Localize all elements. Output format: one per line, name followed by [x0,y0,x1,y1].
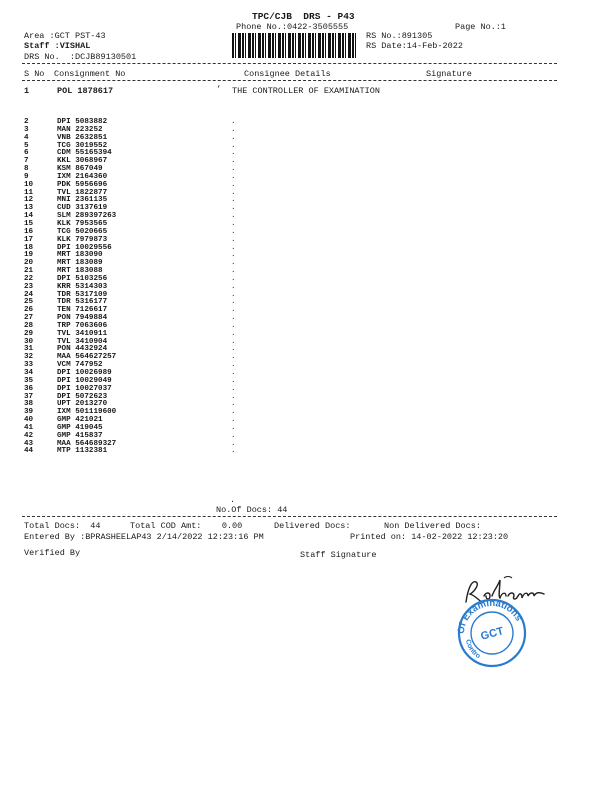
row-sno: 33 [24,361,34,370]
row-consignment-no: MTP 1132381 [57,447,108,456]
row-consignee-dot: . [231,165,236,174]
staff-signature-label: Staff Signature [300,550,377,560]
rs-number: RS No.:891305 [366,31,433,41]
row-sno: 5 [24,141,29,150]
row-consignment-no: TCG 5020665 [57,227,108,236]
stamp-text-bottom: Contro [463,638,482,661]
entered-by: Entered By :BPRASHEELAP43 2/14/2022 12:23:16 PM [24,532,264,542]
row-sno: 31 [24,345,34,354]
row-consignee-dot: . [231,439,236,448]
row-consignment-no: IXM 2164360 [57,172,108,181]
row-consignee-dot: . [231,392,236,401]
delivered-docs: Delivered Docs: [274,521,351,531]
row-sno: 38 [24,400,34,409]
row-consignee-dot: . [231,196,236,205]
phone-number: Phone No.:0422-3505555 [236,22,349,32]
row-consignment-no: MAN 223252 [57,125,103,134]
row-consignee-dot: . [231,157,236,166]
gct-stamp [452,596,532,670]
row-consignment-no: DPI 5072623 [57,392,108,401]
row-consignee-dot: . [231,314,236,323]
row-consignment-no: GMP 419045 [57,423,103,432]
col-header-consignment: Consignment No [54,69,126,79]
row-sno: 14 [24,212,34,221]
row-sno: 3 [24,125,29,134]
staff-label: Staff :VISHAL [24,41,91,51]
row-sno: 23 [24,282,34,291]
row-sno: 39 [24,408,34,417]
row-sno: 17 [24,235,34,244]
row-consignment-no: KLK 7953565 [57,219,108,228]
row-sno: 28 [24,321,34,330]
row-sno: 2 [24,118,29,126]
row-consignment-no: DPI 10026989 [57,369,112,377]
row-sno: 10 [24,180,34,189]
row-consignee-dot: . [231,282,236,291]
row-consignment-no: DPI 10029556 [57,243,112,252]
row-consignment-no: KSM 867049 [57,165,103,174]
row-consignment-no: DPI 5103256 [57,274,108,283]
rs-date: RS Date:14-Feb-2022 [366,41,463,51]
row-consignment-no: MNI 2361135 [57,196,108,205]
total-cod-amount: Total COD Amt: 0.00 [130,521,243,531]
row-sno: 4 [24,133,29,142]
row-consignee-dot: . [231,384,236,393]
row-consignment-no: VNB 2632851 [57,133,108,142]
row-consignee-dot: . [231,274,236,283]
row-consignee-dot: . [231,251,236,260]
row-sno: 34 [24,369,34,377]
row-consignee-dot: . [231,361,236,370]
row-consignee-dot: . [231,447,236,456]
row-sno: 20 [24,259,34,268]
stamp-text-top: Of Examinations [455,597,525,635]
printed-on: Printed on: 14-02-2022 12:23:20 [350,532,509,542]
row-sno: 15 [24,219,34,228]
row-sno: 25 [24,298,34,307]
row-consignment-no: DPI 10027037 [57,384,112,393]
row-consignment-no: DPI 5083882 [57,118,108,126]
row-sno: 9 [24,172,29,181]
row-consignee-dot: . [231,188,236,197]
total-docs: Total Docs: 44 [24,521,101,531]
row-consignment-no: MAA 564689327 [57,439,117,448]
row-consignee-dot: . [231,267,236,276]
row-consignee-dot: . [231,431,236,440]
row-consignment-no: CDM 55165394 [57,149,112,158]
row-consignee-dot: . [231,219,236,228]
row-sno: 41 [24,423,34,432]
row-sno: 16 [24,227,34,236]
row-consignment-no: UPT 2013270 [57,400,108,409]
row-consignment-no: SLM 289397263 [57,212,117,221]
row-consignment-no: PON 4432924 [57,345,108,354]
row-consignment-no: MRT 183090 [57,251,103,260]
row-consignment-no: TDR 5317109 [57,290,108,299]
row-sno: 12 [24,196,34,205]
row-sno: 42 [24,431,34,440]
row-sno: 32 [24,353,34,362]
row-consignee-dot: . [231,353,236,362]
tick-mark: ‘ [216,84,222,94]
row-consignment-no: KRR 5314303 [57,282,108,291]
no-of-docs: No.Of Docs: 44 [216,505,288,515]
row-consignee-dot: . [231,329,236,338]
row-sno: 6 [24,149,29,158]
row-consignment-no: GMP 421021 [57,416,103,425]
row-consignee-dot: . [231,180,236,189]
row-consignment-no: MRT 183089 [57,259,103,268]
row-sno: 19 [24,251,34,260]
row-sno: 11 [24,188,34,197]
row-sno: 18 [24,243,34,252]
row-consignee-dot: . [231,259,236,268]
row-consignee-dot: . [231,118,236,126]
row-consignment-no: TVL 1822877 [57,188,108,197]
row-consignment-no: TEN 7126617 [57,306,108,315]
row-consignee-dot: . [231,400,236,409]
row-sno: 30 [24,337,34,346]
row-consignee-dot: . [231,141,236,150]
row-sno: 7 [24,157,29,166]
page-number: Page No.:1 [455,22,507,32]
row-sno: 29 [24,329,34,338]
row-consignment-no: GMP 415837 [57,431,103,440]
row-consignee-dot: . [231,423,236,432]
row-consignment-no: KKL 3068967 [57,157,108,166]
list-end-dot: . [230,495,236,505]
row-consignment-no: KLK 7979873 [57,235,108,244]
barcode-image [232,33,358,58]
row-consignee-dot: . [231,227,236,236]
drs-number: DRS No. :DCJB89130501 [24,52,137,62]
row-consignee-dot: . [231,376,236,385]
row-consignment-no: TVL 3410911 [57,329,108,338]
row-consignee-dot: . [231,408,236,417]
non-delivered-docs: Non Delivered Docs: [384,521,481,531]
footer-divider [22,516,557,517]
row-consignee-dot: . [231,321,236,330]
col-header-consignee: Consignee Details [244,69,331,79]
stamp-center-text: GCT [479,625,506,643]
row-sno: 8 [24,165,29,174]
col-header-sno: S No [24,69,45,79]
row-consignee-dot: . [231,243,236,252]
row-sno: 35 [24,376,34,385]
area-label: Area :GCT PST-43 [24,31,106,41]
row-consignee-dot: . [231,125,236,134]
row-consignee-dot: . [231,306,236,315]
row-sno: 22 [24,274,34,283]
row-consignment-no: POL 1878617 [57,86,114,96]
document-title: TPC/CJB DRS - P43 [252,11,355,22]
row-consignment-no: TCG 3019552 [57,141,108,150]
row-sno: 44 [24,447,34,456]
row-sno: 1 [24,86,30,96]
row-consignment-no: MAA 564627257 [57,353,117,362]
row-sno: 21 [24,267,34,276]
row-consignment-no: TRP 7063606 [57,321,108,330]
row-consignment-no: MRT 183088 [57,267,103,276]
header-divider [22,63,557,64]
row-consignee: THE CONTROLLER OF EXAMINATION [232,86,380,96]
row-consignee-dot: . [231,345,236,354]
row-consignment-no: PON 7949884 [57,314,108,323]
row-sno: 36 [24,384,34,393]
row-consignment-no: VCM 747952 [57,361,103,370]
verified-by: Verified By [24,548,81,558]
row-consignment-no: CUD 3137619 [57,204,108,213]
row-consignment-no: TDR 5316177 [57,298,108,307]
row-consignee-dot: . [231,290,236,299]
row-consignee-dot: . [231,212,236,221]
row-consignment-no: IXM 501119600 [57,408,117,417]
row-consignee-dot: . [231,369,236,377]
row-sno: 26 [24,306,34,315]
row-consignee-dot: . [231,416,236,425]
row-sno: 43 [24,439,34,448]
row-sno: 37 [24,392,34,401]
row-consignee-dot: . [231,337,236,346]
row-consignee-dot: . [231,298,236,307]
row-consignment-no: TVL 3410904 [57,337,108,346]
columns-divider [22,80,557,81]
row-consignee-dot: . [231,204,236,213]
row-consignee-dot: . [231,235,236,244]
row-consignee-dot: . [231,133,236,142]
row-consignment-no: DPI 10029049 [57,376,112,385]
row-consignee-dot: . [231,149,236,158]
row-consignment-no: PDK 5956696 [57,180,108,189]
row-sno: 13 [24,204,34,213]
col-header-signature: Signature [426,69,472,79]
row-sno: 24 [24,290,34,299]
row-consignee-dot: . [231,172,236,181]
row-sno: 40 [24,416,34,425]
row-sno: 27 [24,314,34,323]
